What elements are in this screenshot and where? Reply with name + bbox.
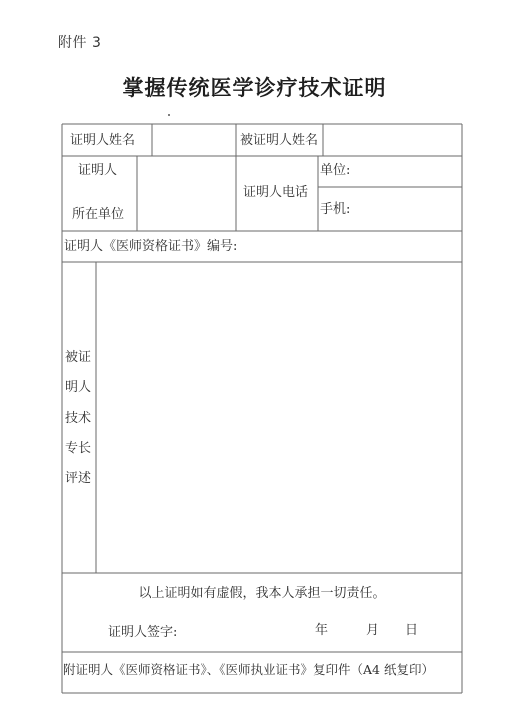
attachment-label: 附件 3 — [58, 35, 102, 51]
assessment-label-line2: 明人 — [65, 380, 92, 395]
certified-name-label: 被证明人姓名 — [240, 133, 319, 148]
unit-field-label[interactable]: 单位: — [320, 163, 351, 178]
certifier-name-label: 证明人姓名 — [70, 133, 136, 148]
document-title: 掌握传统医学诊疗技术证明 — [122, 75, 387, 100]
mobile-field-label[interactable]: 手机: — [320, 202, 351, 217]
date-year-label: 年 — [315, 623, 329, 638]
assessment-label-line4: 专长 — [65, 441, 92, 456]
assessment-label-line1: 被证 — [65, 350, 92, 365]
assessment-label-line5: 评述 — [65, 471, 92, 486]
attachment-note: 附证明人《医师资格证书》、《医师执业证书》复印件（A4 纸复印） — [63, 662, 434, 677]
assessment-label-line3: 技术 — [65, 411, 92, 426]
certifier-phone-label: 证明人电话 — [243, 185, 309, 200]
certificate-number-label[interactable]: 证明人《医师资格证书》编号: — [64, 239, 238, 254]
assessment-field[interactable] — [100, 266, 458, 568]
declaration-statement: 以上证明如有虚假，我本人承担一切责任。 — [138, 586, 386, 601]
certifier-unit-label-line1: 证明人 — [78, 163, 118, 178]
certifier-unit-label-line2: 所在单位 — [72, 207, 125, 222]
date-day-label: 日 — [405, 623, 419, 638]
certifier-unit-field[interactable] — [141, 162, 231, 226]
signature-label[interactable]: 证明人签字: — [108, 625, 178, 640]
date-month-label: 月 — [366, 623, 380, 638]
certifier-name-field[interactable] — [156, 134, 232, 152]
certified-name-field[interactable] — [327, 134, 457, 152]
